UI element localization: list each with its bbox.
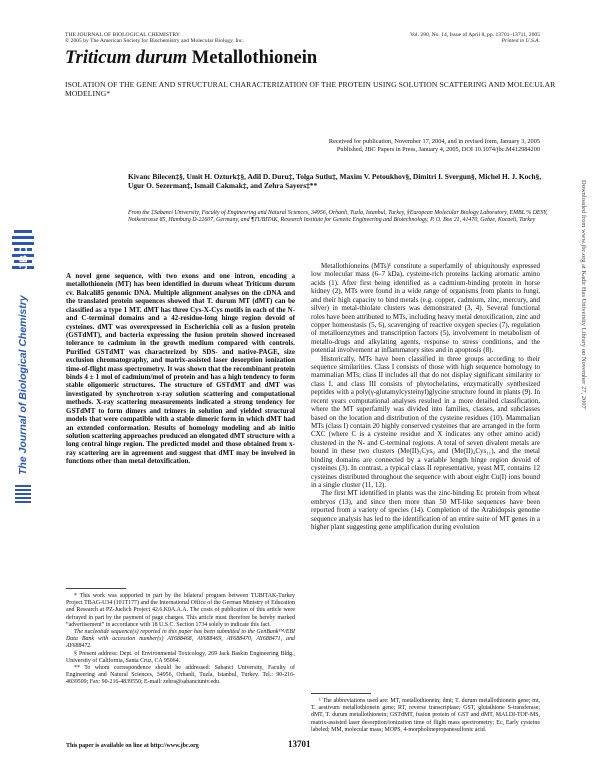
page-number: 13701: [288, 739, 311, 749]
article-subtitle: ISOLATION OF THE GENE AND STRUCTURAL CHARACTERIZATION OF THE PROTEIN USING SOLUTION SCATTERING AND MOLECULAR MODELING*: [65, 80, 556, 99]
title-species: Triticum durum: [65, 48, 188, 68]
footnote-rule-left: [66, 588, 126, 589]
body-paragraph-1: Metallothioneins (MTs)¹ constitute a superfamily of ubiquitously expressed low molecular mass (6–7 kDa), cysteine-rich proteins lacking aromatic amino acids (1). After first being identified as a cadmium-binding protein in horse kidney (2), MTs were found in a wide range of organisms from plants to fungi, and their high capacity to bind metals (e.g. copper, cadmium, zinc, mercury, and silver) in metal-thiolate clusters was demonstrated (3, 4). Several functional roles have been attributed to MTs, including heavy metal detoxification, zinc and copper homeostasis (5, 6), scavenging of reactive oxygen species (7), regulation of metalloenzymes and transcription factors (5), involvement in metabolism of metallo-drugs and alkylating agents, response to stress conditions, and the potential involvement at inflammatory sites and in apoptosis (8).: [311, 262, 540, 355]
body-text: [311, 262, 540, 532]
journal-name: THE JOURNAL OF BIOLOGICAL CHEMISTRY: [65, 32, 180, 38]
download-notice: [578, 180, 590, 580]
body-paragraph-3: The first MT identified in plants was the zinc-binding Ec protein from wheat embryos (13), and since then more than 50 MT-like sequences have been reported from a variety of species (14). Completion of the Arabidopsis genome sequence analysis has led to the identification of an entire suite of MT genes in a higher plant suggesting gene amplification during evolution: [311, 489, 540, 532]
affiliations: From the ‡Sabanci University, Faculty of Engineering and Natural Sciences, 34956, Orhanli, Tuzla, Istanbul, Turkey, §European Molecular Biology Laboratory, EMBL % DESY, Notkestrasse 85, Hamburg D-22607, Germany, and ¶TUBITAK, Research Institute for Genetic Engineering and Biotechnology, P. O. Box 21, 41470, Gebze, Kocaeli, Turkey: [128, 210, 548, 224]
footnotes-right: [311, 698, 540, 734]
volume-line: Vol. 280, No. 14, Issue of April 8, pp. 13701–13711, 2005: [409, 32, 540, 38]
footnote-funding: * This work was supported in part by the bilateral program between TUBITAK-Turkey Project TBAG-U34 (101T177) and the International Office of the German Ministry of Education and Research at PZ-Juelich Project 42.6.K0A.A.A. The costs of publication of this article were defrayed in part by the payment of page charges. This article must therefore be hereby marked “advertisement” in accordance with 18 U.S.C. Section 1734 solely to indicate this fact.: [66, 593, 295, 628]
title-rest: Metallothionein: [187, 48, 318, 68]
footnote-rule-right: [311, 693, 371, 694]
sidebar-logo-text: JBC: [18, 244, 30, 270]
body-paragraph-2: Historically, MTs have been classified in three groups according to their sequence similarities. Class I consists of those with high sequence homology to mammalian MTs; class II includes all that do not display significant similarity to class I, and class III consists of phytochelatins, enzymatically synthesized peptides with a poly(γ-glutamylcysteinyl)glycine structure found in plants (9). In recent years computational analyses resulted in a more detailed classification, where the MT superfamily was divided into families, classes, and subclasses based on the location and distribution of the cysteine residues (10). Mammalian MTs (class I) contain 20 highly conserved cysteines that are arranged in the form CXC (where C is a cysteine residue and X indicates any other amino acid) clustered in the N- and C-terminal regions. A total of seven divalent metals are bound in these two clusters (Me(II)₃Cys₉ and (Me(II)₄Cys₁₁), and the metal binding domains are connected by a variable length hinge region devoid of cysteines (3). In contrast, a typical class II representative, yeast MT, contains 12 cysteines distributed throughout the sequence with about eight Cu(I) ions bound in a single cluster (11, 12).: [311, 354, 540, 489]
printed-line: Printed in U.S.A.: [501, 38, 540, 45]
journal-header-left: [65, 32, 244, 45]
abstract: A novel gene sequence, with two exons and one intron, encoding a metallothionein (MT) has been identified in durum wheat Triticum durum cv. Balcali85 genomic DNA. Multiple alignment analyses on the cDNA and the translated protein sequences showed that T. durum MT (dMT) can be classified as a type 1 MT. dMT has three Cys-X-Cys motifs in each of the N- and C-terminal domains and a 42-residue-long hinge region devoid of cysteines. dMT was overexpressed in Escherichia coli as a fusion protein (GSTdMT), and bacteria expressing the fusion protein showed increased tolerance to cadmium in the growth medium compared with controls. Purified GSTdMT was characterized by SDS- and native-PAGE, size exclusion chromatography, and matrix-assisted laser desorption ionization time-of-flight mass spectrometry. It was shown that the recombinant protein binds 4 ± 1 mol of cadmium/mol of protein and has a high tendency to form stable oligomeric structures. The structure of GSTdMT and dMT was investigated by synchrotron x-ray solution scattering and computational methods. X-ray scattering measurements indicated a strong tendency for GSTdMT to form dimers and trimers in solution and yielded structural models that were compatible with a stable dimeric form in which dMT had an extended conformation. Results of homology modeling and ab initio solution scattering approaches produced an elongated dMT structure with a long central hinge region. The predicted model and those obtained from x-ray scattering are in agreement and suggest that dMT may be involved in functions other than metal detoxification.: [66, 272, 296, 466]
jbc-sidebar: [8, 230, 38, 540]
published-line: Published, JBC Papers in Press, January 4, 2005, DOI 10.1074/jbc.M412984200: [336, 145, 540, 153]
footnote-present-address: § Present address: Dept. of Environmental Toxicology, 269 Jack Baskin Engineering Bldg., University of California, Santa Cruz, CA 95064.: [66, 650, 295, 664]
footnote-genbank: The nucleotide sequence(s) reported in this paper has been submitted to the GenBank™/EBI Data Bank with accession number(s) AY688468, AY688469, AY688470, AY688471, and AY688472.: [66, 629, 295, 650]
footnote-abbreviations: ¹ The abbreviations used are: MT, metallothionein; dmt; T. durum metallothionein gene; mt, T. aestivum metallothionein gene; RT, reverse transcriptase; GST, glutathione S-transferase; dMT, T. durum metallothionein; GSTdMT, fusion protein of GST and dMT, MALDI-TOF-MS, matrix-assisted laser desorption/ionization time of flight mass spectrometry; Ec, Early cysteine labeled; MM, molecular mass; MOPS, 4-morpholinepropanesulfonic acid.: [311, 698, 540, 733]
author-list: Kivanc Bilecen‡§, Umit H. Ozturk‡§, Adil D. Duru‡, Tolga Sutlu‡, Maxim V. Petoukhov§, Dimitri I. Svergun§, Michel H. J. Koch§, Ugur O. Sezerman‡, Ismail Cakmak‡, and Zehra Sayers‡**: [128, 172, 542, 191]
received-line: Received for publication, November 17, 2004, and in revised form, January 3, 2005: [328, 138, 540, 145]
footnote-correspondence: ** To whom correspondence should be addressed: Sabanci University, Faculty of Engineering and Natural Sciences, 34956, Orhanli, Tuzla, Istanbul, Turkey. Tel.: 90-216-4839509; Fax: 90-216-4839550; E-mail: zehra@sabanciuniv.edu.: [66, 665, 295, 686]
copyright-line: © 2005 by The American Society for Biochemistry and Molecular Biology, Inc.: [65, 38, 244, 45]
received-dates: [220, 138, 540, 154]
article-title: [65, 48, 317, 69]
download-notice-text: Downloaded from www.jbc.org at Kadir Has University Library on November 27, 2007: [580, 180, 587, 409]
sidebar-journal-text: The Journal of Biological Chemistry: [17, 295, 29, 475]
footnotes-left: [66, 593, 295, 687]
journal-header-right: [410, 32, 540, 45]
online-availability-note: This paper is available on line at http://www.jbc.org: [66, 743, 199, 749]
